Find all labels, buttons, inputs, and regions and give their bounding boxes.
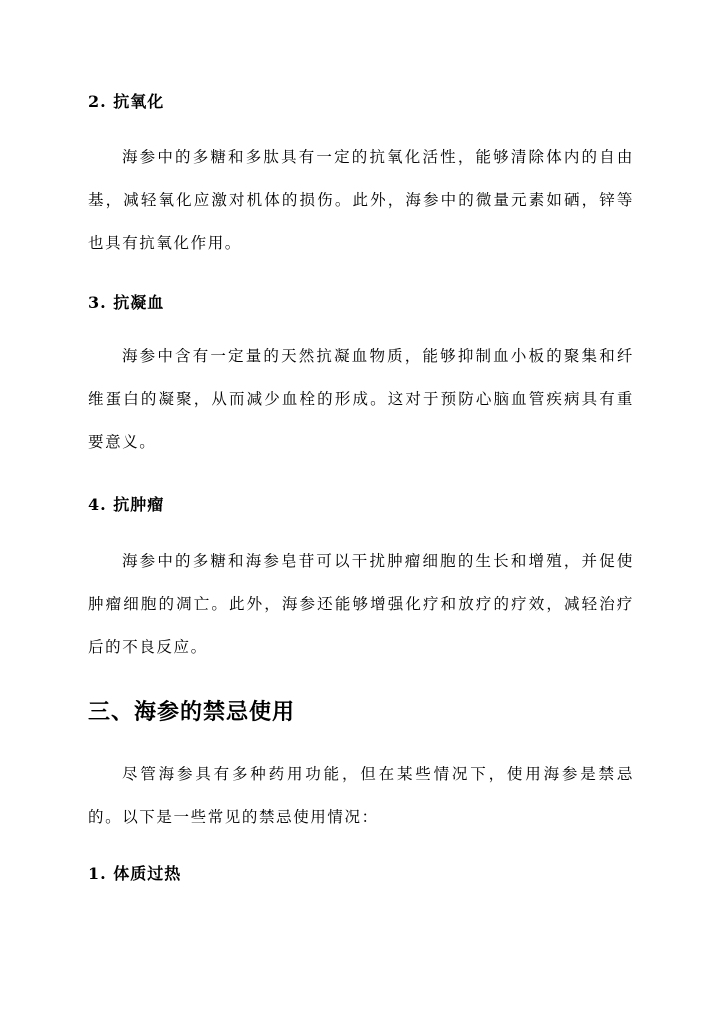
subheading-antitumor: 4. 抗肿瘤	[88, 495, 165, 514]
subheading-antioxidant: 2. 抗氧化	[88, 92, 165, 111]
paragraph-antitumor: 海参中的多糖和海参皂苷可以干扰肿瘤细胞的生长和增殖，并促使肿瘤细胞的凋亡。此外，海参还能够增强化疗和放疗的疗效，减轻治疗后的不良反应。	[88, 552, 634, 656]
subheading-overheated-constitution: 1. 体质过热	[88, 864, 182, 883]
subheading-anticoagulant: 3. 抗凝血	[88, 293, 165, 312]
section-heading-contraindications: 三、海参的禁忌使用	[88, 699, 296, 725]
paragraph-anticoagulant: 海参中含有一定量的天然抗凝血物质，能够抑制血小板的聚集和纤维蛋白的凝聚，从而减少血栓的形成。这对于预防心脑血管疾病具有重要意义。	[88, 347, 634, 451]
paragraph-antioxidant: 海参中的多糖和多肽具有一定的抗氧化活性，能够清除体内的自由基，减轻氧化应激对机体的损伤。此外，海参中的微量元素如硒，锌等也具有抗氧化作用。	[88, 148, 634, 252]
paragraph-contraindications-intro: 尽管海参具有多种药用功能，但在某些情况下，使用海参是禁忌的。以下是一些常见的禁忌使用情况：	[88, 765, 634, 826]
